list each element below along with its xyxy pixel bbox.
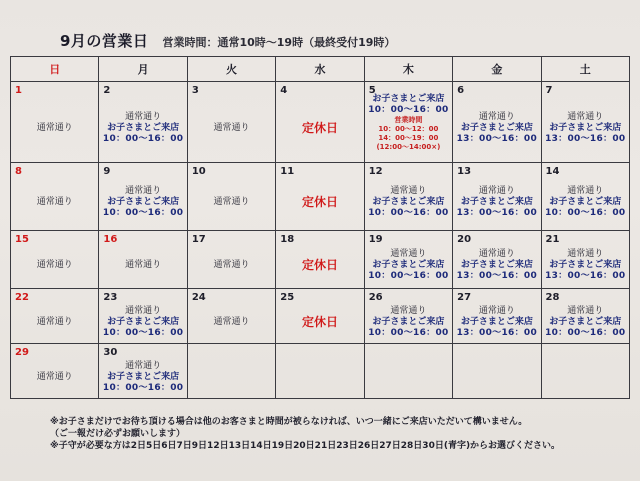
empty-cell [453, 344, 541, 399]
day-cell [11, 163, 99, 231]
day-cell [11, 289, 99, 344]
day-cell [364, 231, 452, 289]
weekday-mon: 月 [99, 57, 187, 82]
day-cell [11, 82, 99, 163]
day-cell [276, 231, 364, 289]
kids-visit-time: 10：00〜16：00 [545, 208, 626, 218]
kids-visit-text: お子さまとご来店 [549, 197, 622, 207]
status-text: 通常通り [125, 360, 162, 371]
status-text: 通常通り [213, 197, 250, 207]
week-row [11, 231, 630, 289]
closed-label: 定休日 [301, 195, 338, 209]
day-number: 15 [15, 234, 29, 245]
special-hours-closed: (12:00〜14:00×) [376, 143, 441, 151]
note-line: （ご一報だけ必ずお願いします） [50, 429, 186, 439]
kids-visit-time: 10：00〜16：00 [102, 208, 184, 218]
day-number: 19 [368, 234, 383, 245]
status-text: 通常通り [125, 111, 162, 122]
day-number: 1 [15, 85, 22, 96]
kids-visit-text: お子さまとご来店 [372, 94, 445, 104]
special-hours-label: 営業時間 [394, 116, 423, 124]
kids-visit-text: お子さまとご来店 [372, 260, 445, 270]
day-number: 18 [280, 234, 295, 245]
day-number: 26 [368, 292, 383, 303]
weekday-sat: 土 [541, 57, 629, 82]
status-text: 通常通り [478, 305, 515, 316]
kids-visit-text: お子さまとご来店 [107, 122, 180, 133]
note-line: ※お子さまだけでお待ち頂ける場合は他のお客さまと時間が被らなければ、いつ一緒にご来店いただいて構いません。 [50, 417, 528, 427]
kids-visit-time: 10：00〜16：00 [545, 327, 626, 338]
day-cell [99, 163, 187, 231]
kids-visit-time: 13：00〜16：00 [545, 133, 626, 144]
kids-visit-time: 13：00〜16：00 [456, 208, 538, 218]
day-number: 14 [545, 166, 560, 177]
empty-cell [187, 344, 275, 399]
day-number: 29 [15, 347, 29, 358]
day-number: 8 [15, 166, 22, 177]
calendar-grid [10, 56, 630, 399]
day-cell [276, 163, 364, 231]
status-text: 通常通り [390, 249, 427, 259]
day-cell [187, 231, 275, 289]
kids-visit-text: お子さまとご来店 [460, 197, 533, 207]
day-number: 24 [191, 292, 206, 303]
empty-cell [276, 344, 364, 399]
day-cell [364, 163, 452, 231]
status-text: 通常通り [36, 371, 73, 382]
kids-visit-time: 10：00〜16：00 [368, 327, 449, 338]
status-text: 通常通り [125, 186, 162, 196]
status-text: 通常通り [478, 249, 515, 259]
day-cell [187, 289, 275, 344]
day-number: 2 [103, 85, 111, 96]
footer-notes [50, 416, 630, 452]
kids-visit-time: 13：00〜16：00 [545, 271, 626, 281]
status-text: 通常通り [125, 260, 162, 270]
closed-label: 定休日 [301, 314, 338, 329]
kids-visit-text: お子さまとご来店 [549, 122, 622, 133]
day-number: 6 [457, 85, 465, 96]
day-number: 30 [103, 347, 118, 358]
weekday-wed: 水 [276, 57, 364, 82]
day-cell [99, 231, 187, 289]
day-number: 11 [280, 166, 295, 177]
special-hours-2: 14：00〜19：00 [378, 134, 439, 142]
status-text: 通常通り [36, 260, 73, 270]
day-cell [453, 163, 541, 231]
day-cell [453, 231, 541, 289]
day-cell [99, 82, 187, 163]
kids-visit-time: 13：00〜16：00 [456, 271, 538, 281]
kids-visit-text: お子さまとご来店 [372, 197, 445, 207]
day-number: 16 [103, 234, 118, 245]
empty-cell [364, 344, 452, 399]
status-text: 通常通り [36, 316, 73, 327]
kids-visit-text: お子さまとご来店 [549, 316, 622, 327]
kids-visit-text: お子さまとご来店 [460, 122, 533, 133]
day-number: 20 [457, 234, 472, 245]
day-number: 9 [103, 166, 111, 177]
day-number: 27 [457, 292, 472, 303]
status-text: 通常通り [567, 249, 604, 259]
day-cell [276, 289, 364, 344]
day-number: 4 [280, 85, 288, 96]
day-cell [541, 163, 629, 231]
status-text: 通常通り [478, 111, 515, 122]
day-cell [187, 163, 275, 231]
day-cell [364, 289, 452, 344]
weekday-header-row [11, 57, 630, 82]
day-cell [364, 82, 452, 163]
kids-visit-time: 10：00〜16：00 [368, 208, 449, 218]
status-text: 通常通り [478, 186, 515, 196]
kids-visit-text: お子さまとご来店 [460, 260, 533, 270]
status-text: 通常通り [213, 316, 250, 327]
note-line: ※子守が必要な方は2日5日6日7日9日12日13日14日19日20日21日23日26日27日28日30日(青字)からお選びください。 [50, 441, 561, 451]
day-number: 21 [545, 234, 560, 245]
kids-visit-text: お子さまとご来店 [107, 371, 180, 382]
status-text: 通常通り [125, 305, 162, 316]
day-number: 28 [545, 292, 560, 303]
status-text: 通常通り [390, 186, 427, 196]
kids-visit-text: お子さまとご来店 [460, 316, 533, 327]
day-cell [11, 344, 99, 399]
day-cell [453, 289, 541, 344]
day-number: 12 [368, 166, 383, 177]
week-row [11, 163, 630, 231]
closed-label: 定休日 [301, 120, 338, 135]
status-text: 通常通り [36, 197, 73, 207]
week-row [11, 344, 630, 399]
weekday-thu: 木 [364, 57, 452, 82]
kids-visit-time: 10：00〜16：00 [102, 382, 184, 393]
day-cell [99, 344, 187, 399]
day-number: 23 [103, 292, 118, 303]
kids-visit-text: お子さまとご来店 [107, 316, 180, 327]
day-cell [276, 82, 364, 163]
status-text: 通常通り [567, 305, 604, 316]
status-text: 通常通り [390, 305, 427, 316]
weekday-sun: 日 [11, 57, 99, 82]
kids-visit-time: 10：00〜16：00 [102, 327, 184, 338]
weekday-tue: 火 [187, 57, 275, 82]
kids-visit-time: 13：00〜16：00 [456, 133, 538, 144]
day-cell [541, 289, 629, 344]
special-hours-1: 10：00〜12：00 [378, 125, 439, 133]
status-text: 通常通り [36, 122, 73, 133]
kids-visit-time: 13：00〜16：00 [456, 327, 538, 338]
day-cell [11, 231, 99, 289]
day-cell [187, 82, 275, 163]
day-number: 7 [545, 85, 553, 96]
status-text: 通常通り [567, 186, 604, 196]
day-number: 22 [15, 292, 29, 303]
day-cell [541, 231, 629, 289]
header [60, 30, 395, 54]
day-number: 5 [368, 85, 376, 96]
status-text: 通常通り [213, 260, 250, 270]
status-text: 通常通り [213, 122, 250, 133]
day-number: 13 [457, 166, 472, 177]
day-number: 25 [280, 292, 295, 303]
kids-visit-text: お子さまとご来店 [549, 260, 622, 270]
day-number: 3 [191, 85, 199, 96]
business-hours: 営業時間：通常10時〜19時（最終受付19時） [162, 36, 396, 49]
page-title: 9月の営業日 [60, 32, 149, 50]
kids-visit-time: 10：00〜16：00 [102, 133, 184, 144]
kids-visit-text: お子さまとご来店 [107, 197, 180, 207]
weekday-fri: 金 [453, 57, 541, 82]
day-cell [453, 82, 541, 163]
day-cell [541, 82, 629, 163]
closed-label: 定休日 [301, 258, 338, 272]
empty-cell [541, 344, 629, 399]
week-row [11, 289, 630, 344]
kids-visit-text: お子さまとご来店 [372, 316, 445, 327]
day-cell [99, 289, 187, 344]
kids-visit-time: 10：00〜16：00 [368, 271, 449, 281]
day-number: 17 [191, 234, 206, 245]
week-row [11, 82, 630, 163]
kids-visit-time: 10：00〜16：00 [368, 105, 449, 115]
status-text: 通常通り [567, 111, 604, 122]
day-number: 10 [191, 166, 206, 177]
